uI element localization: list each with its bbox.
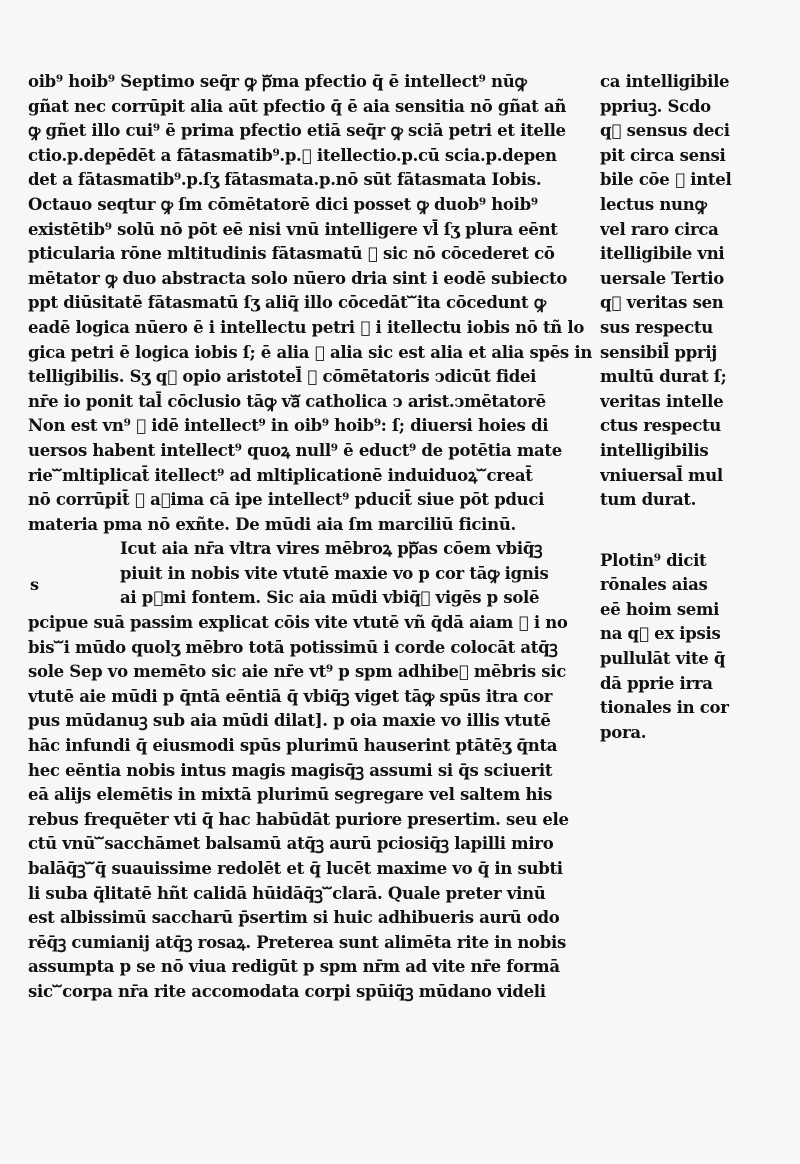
text-line: Octauo seqtur ꝙ ſm cōmētatorē dici posset ꝙ duob⁹ hoib⁹: [28, 194, 538, 214]
text-line: gica petri ē logica iobis ſ; ē alia ᷓ alia sic est alia et alia spēs in: [28, 342, 593, 362]
text-line: ctū vnū ᷓ sacchāmet balsamū atq̄ꝫ aurū pciosiq̄ꝫ lapilli miro: [28, 834, 554, 854]
text-line: mētator ꝙ duo abstracta solo nūero dria sint i eodē subiecto: [28, 268, 568, 288]
gloss-line: intelligibilis: [600, 440, 709, 460]
gloss-line: pit circa sensi: [600, 145, 726, 165]
text-line: vtutē aie mūdi p q̄ntā eēntiā q̄ vbiq̄ꝫ viget tāꝙ spūs itra cor: [28, 686, 553, 706]
gloss-line: bile cōe ᷓ intel: [600, 170, 732, 190]
text-line: eadē logica nūero ē i intellectu petri ᷓ i itellectu iobis nō tñ lo: [28, 317, 585, 337]
text-line: li suba q̄litatē hñt calidā hūidāq̄ꝫ ᷓ clarā. Quale preter vinū: [28, 883, 546, 903]
gloss-line: ctus respectu: [600, 416, 721, 436]
text-line: piuit in nobis vite vtutē maxie vo p cor tāꝙ ignis: [120, 563, 549, 583]
text-line: rie ᷓ mltiplicat̄ itellect⁹ ad mltiplicationē induiduoꝝ ᷓ creat̄: [28, 465, 533, 485]
marginal-gloss-bottom: [600, 549, 770, 746]
text-line: oib⁹ hoib⁹ Septimo seq̄r ꝙ pᷓma pfectio q̄ ē intellect⁹ nūꝙ: [28, 72, 527, 91]
text-line: gñat nec corrūpit alia aūt pfectio q̄ ē aia sensitia nō gñat añ: [28, 96, 567, 116]
gloss-line: lectus nunꝙ: [600, 194, 707, 214]
text-line: existētib⁹ solū nō pōt eē nisi vnū intelligere vl̄ ſʒ plura eēnt: [28, 219, 558, 239]
gloss-line: multū durat ſ;: [600, 367, 727, 387]
text-line: nr̄e io ponit tal̄ cōclusio tāꝙ vaᷓ catholica ↄ arist.ↄmētatorē: [28, 391, 546, 411]
gloss-line: eē hoim semi: [600, 599, 720, 619]
text-line: rēq̄ꝫ cumianij atq̄ꝫ rosaꝝ. Preterea sunt alimēta rite in nobis: [28, 932, 566, 952]
text-line: uersos habent intellect⁹ quoꝝ null⁹ ē educt⁹ de potētia mate: [28, 440, 562, 460]
gloss-line: qᷓ sensus deci: [600, 121, 730, 141]
gloss-line: tum durat.: [600, 490, 697, 510]
gloss-line: sus respectu: [600, 317, 713, 337]
gloss-line: veritas intelle: [600, 391, 724, 411]
gloss-line: qᷓ veritas sen: [600, 293, 724, 313]
text-line: eā alijs elemētis in mixtā plurimū segregare vel saltem his: [28, 785, 553, 805]
main-text-column: [28, 70, 594, 1005]
gloss-line: ppriuꝫ. Scdo: [600, 96, 711, 116]
gloss-line: rōnales aias: [600, 575, 708, 595]
gloss-line: vel raro circa: [600, 219, 719, 239]
text-line: ppt diūsitatē fātasmatū ſʒ aliq̄ illo cōcedāt ᷓ ita cōcedunt ꝙ: [28, 293, 546, 313]
text-line: Non est vn⁹ ᷓ idē intellect⁹ in oib⁹ hoib⁹: ſ; diuersi hoies di: [28, 416, 549, 436]
text-line: assumpta p se nō viua redigūt p spm nr̄m ad vite nr̄e formā: [28, 957, 560, 977]
marginal-gloss-top: [600, 70, 770, 513]
marginal-gloss-column: [600, 70, 770, 745]
gloss-line: itelligibile vni: [600, 244, 725, 264]
text-line: pticularia rōne mltitudinis fātasmatū ᷓ sic nō cōcederet cō: [28, 244, 555, 264]
gloss-line: ca intelligibile: [600, 72, 730, 91]
main-text-block-bottom: [28, 537, 594, 1004]
gloss-line: na qᷓ ex ipsis: [600, 624, 721, 644]
text-line: rebus frequēter vti q̄ hac habūdāt puriore presertim. seu ele: [28, 809, 569, 829]
text-line: Icut aia nr̄a vltra vires mēbroꝝ ppᷓas cōem vbiq̄ꝫ: [120, 539, 543, 559]
chapter-heading: materia pma nō exñte. De mūdi aia ſm marciliū ficinū.: [28, 514, 516, 534]
text-line: hāc infundi q̄ eiusmodi spūs plurimū hauserint ptātēʒ q̄nta: [28, 736, 558, 756]
gloss-line: uersale Tertio: [600, 268, 724, 288]
text-line: telligibilis. Sʒ qᷓ opio aristotel̄ ᷓ cōmētatoris ↄdicūt fidei: [28, 367, 537, 387]
margin-signature-mark: s: [30, 575, 40, 594]
gloss-line: pora.: [600, 722, 647, 742]
text-line: bis ᷓ i mūdo quolʒ mēbro totā potissimū i corde colocāt atq̄ꝫ: [28, 637, 558, 657]
gloss-line: sensibil̄ pprij: [600, 342, 717, 362]
text-line: pcipue suā passim explicat cōis vite vtutē vñ q̄dā aiam ᷓ i no: [28, 613, 568, 633]
main-text-block-top: [28, 70, 594, 513]
gloss-line: tionales in cor: [600, 698, 729, 718]
text-line: hec eēntia nobis intus magis magisq̄ꝫ assumi si q̄s sciuerit: [28, 760, 553, 780]
text-line: sic ᷓ corpa nr̄a rite accomodata corpi spūiq̄ꝫ mūdano videli: [28, 981, 546, 1001]
gloss-line: dā pprie irra: [600, 673, 713, 693]
gloss-line: pullulāt vite q̄: [600, 649, 726, 669]
text-line: ai pᷓmi fontem. Sic aia mūdi vbiq̄ꝫ vigēs p solē: [120, 588, 540, 608]
text-line: est albissimū saccharū p̄sertim si huic adhibueris aurū odo: [28, 908, 560, 928]
text-line: pus mūdanuꝫ sub aia mūdi dilat]. p oia maxie vo illis vtutē: [28, 711, 551, 731]
text-line: balāq̄ꝫ ᷓ q̄ suauissime redolēt et q̄ lucēt maxime vo q̄ in subti: [28, 859, 563, 878]
text-line: sole Sep vo memēto sic aie nr̄e vt⁹ p spm adhibeᷓ mēbris sic: [28, 662, 566, 682]
text-line: ꝙ gñet illo cui⁹ ē prima pfectio etiā seq̄r ꝙ sciā petri et itelle: [28, 121, 566, 141]
gloss-line: vniuersal̄ mul: [600, 465, 723, 485]
gloss-line: Plotin⁹ dicit: [600, 550, 707, 570]
text-line: det a fātasmatib⁹.p.ſʒ fātasmata.p.nō sūt fātasmata Iobis.: [28, 170, 542, 190]
text-line: ctio.p.depēdēt a fātasmatib⁹.p.ᷓ itellectio.p.cū scia.p.depen: [28, 145, 557, 165]
text-line: nō corrūpit̄ ᷓ aᷓima cā ipe intellect⁹ pducit̄ siue pōt pduci: [28, 490, 545, 510]
